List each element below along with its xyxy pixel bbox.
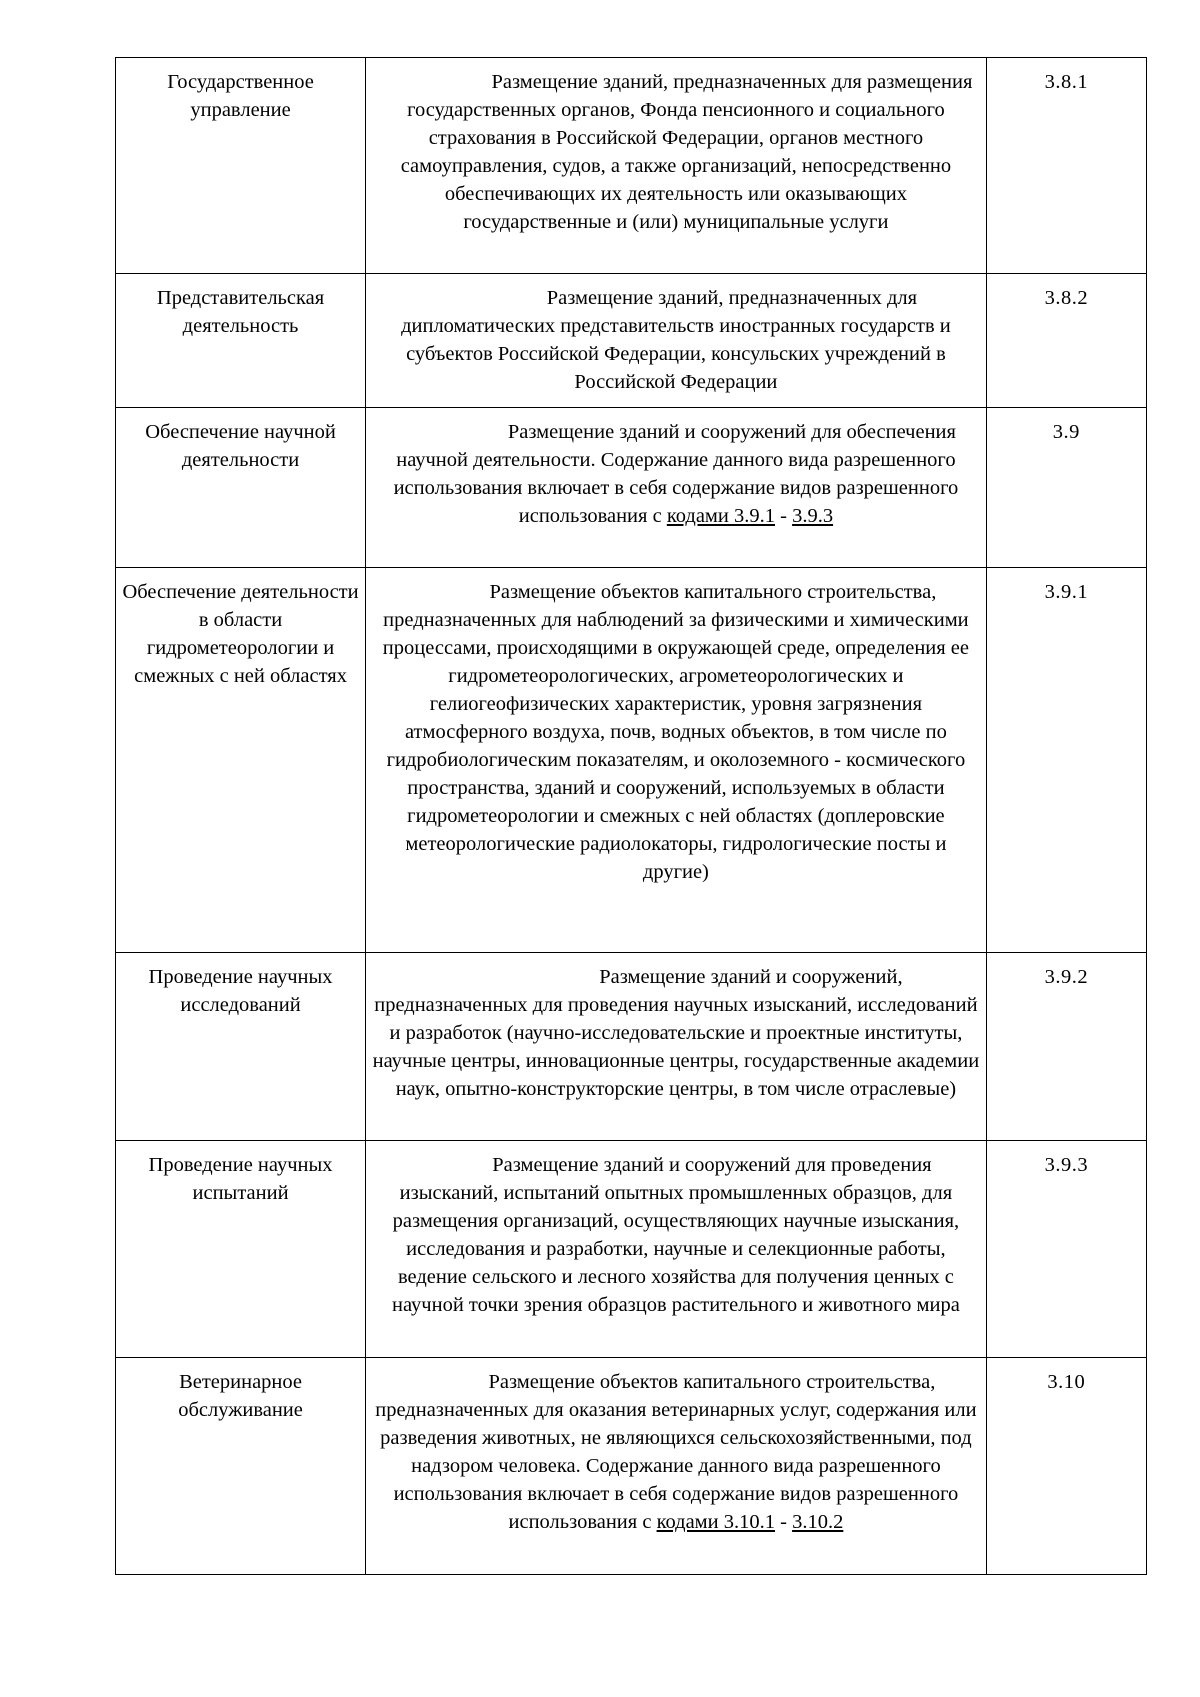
codes-link-to[interactable]: 3.9.3	[792, 505, 834, 527]
use-name-cell: Проведение научных испытаний	[116, 1141, 366, 1358]
codes-link-from[interactable]: кодами 3.9.1	[666, 505, 775, 527]
use-code-cell: 3.8.2	[986, 274, 1146, 408]
use-code-cell: 3.8.1	[986, 58, 1146, 274]
description-text: Размещение зданий и сооружений для обеспечения научной деятельности. Содержание данного вида разрешенного использования включает в себя содержание видов разрешенного использования с	[393, 421, 959, 527]
use-description-cell: Размещение объектов капитального строительства, предназначенных для наблюдений за физическими и химическими процессами, происходящими в окружающей среде, определения ее гидрометеорологических, агрометеорологических и гелиогеофизических характеристик, уровня загрязнения атмосферного воздуха, почв, водных объектов, в том числе по гидробиологическим показателям, и околоземного - космического пространства, зданий и сооружений, используемых в области гидрометеорологии и смежных с ней областях (доплеровские метеорологические радиолокаторы, гидрологические посты и другие)	[366, 568, 987, 953]
table-row	[116, 408, 1147, 568]
table-row	[116, 58, 1147, 274]
use-code-cell: 3.9.1	[986, 568, 1146, 953]
use-name-cell: Проведение научных исследований	[116, 953, 366, 1141]
use-description-cell	[366, 408, 987, 568]
description-text: Размещение объектов капитального строительства, предназначенных для оказания ветеринарных услуг, содержания или разведения животных, не являющихся сельскохозяйственными, под надзором человека. Содержание данного вида разрешенного использования включает в себя содержание видов разрешенного использования с	[375, 1371, 977, 1533]
use-code-cell: 3.9.2	[986, 953, 1146, 1141]
use-name-cell: Государственное управление	[116, 58, 366, 274]
table-row	[116, 953, 1147, 1141]
use-code-cell: 3.9	[986, 408, 1146, 568]
table-row	[116, 1358, 1147, 1575]
use-name-cell: Представительская деятельность	[116, 274, 366, 408]
table-row	[116, 1141, 1147, 1358]
use-description-cell: Размещение зданий, предназначенных для дипломатических представительств иностранных государств и субъектов Российской Федерации, консульских учреждений в Российской Федерации	[366, 274, 987, 408]
range-separator: -	[775, 505, 793, 527]
table-row	[116, 274, 1147, 408]
codes-link-to[interactable]: 3.10.2	[792, 1511, 844, 1533]
use-description-cell: Размещение зданий и сооружений, предназначенных для проведения научных изысканий, исследований и разработок (научно-исследовательские и проектные институты, научные центры, инновационные центры, государственные академии наук, опытно-конструкторские центры, в том числе отраслевые)	[366, 953, 987, 1141]
use-name-cell: Обеспечение деятельности в области гидрометеорологии и смежных с ней областях	[116, 568, 366, 953]
use-name-cell: Ветеринарное обслуживание	[116, 1358, 366, 1575]
use-name-cell: Обеспечение научной деятельности	[116, 408, 366, 568]
use-code-cell: 3.9.3	[986, 1141, 1146, 1358]
use-description-cell	[366, 1358, 987, 1575]
land-use-table	[115, 57, 1147, 1575]
use-description-cell: Размещение зданий и сооружений для проведения изысканий, испытаний опытных промышленных образцов, для размещения организаций, осуществляющих научные изыскания, исследования и разработки, научные и селекционные работы, ведение сельского и лесного хозяйства для получения ценных с научной точки зрения образцов растительного и животного мира	[366, 1141, 987, 1358]
range-separator: -	[775, 1511, 793, 1533]
codes-link-from[interactable]: кодами 3.10.1	[656, 1511, 775, 1533]
use-code-cell: 3.10	[986, 1358, 1146, 1575]
table-row	[116, 568, 1147, 953]
use-description-cell: Размещение зданий, предназначенных для размещения государственных органов, Фонда пенсионного и социального страхования в Российской Федерации, органов местного самоуправления, судов, а также организаций, непосредственно обеспечивающих их деятельность или оказывающих государственные и (или) муниципальные услуги	[366, 58, 987, 274]
